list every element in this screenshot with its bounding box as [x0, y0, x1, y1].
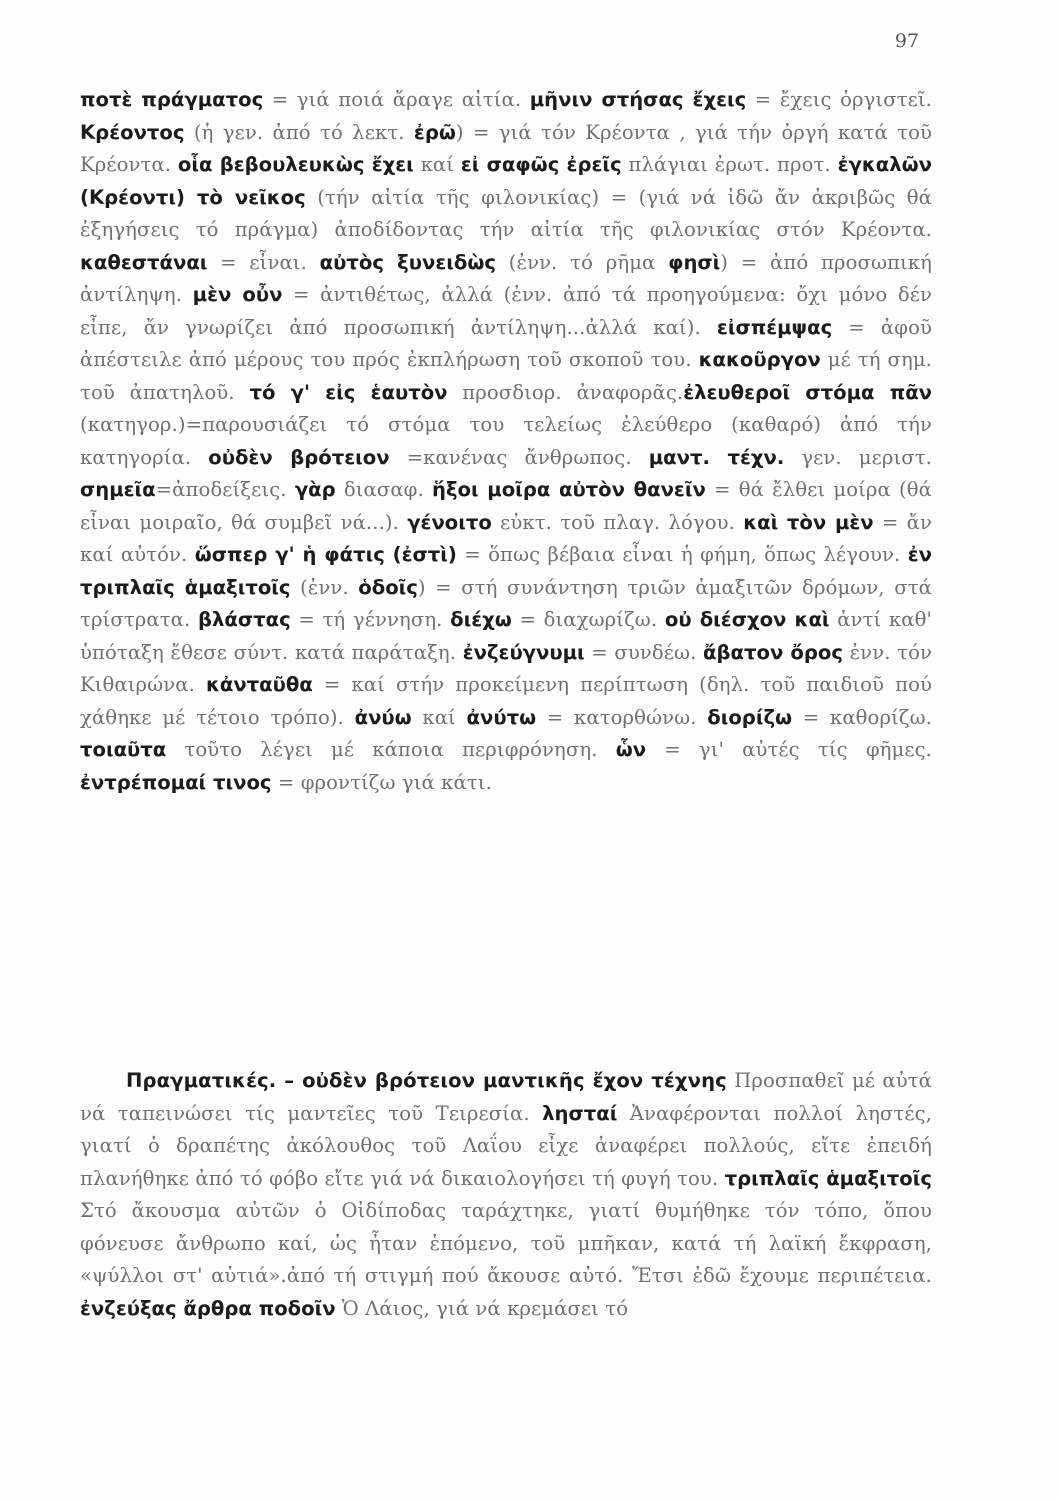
lemma: μὲν οὖν: [192, 283, 283, 306]
gloss: = ἄν καί αὐτόν.: [80, 510, 932, 566]
gloss-entry: [198, 608, 450, 631]
gloss-entry: [407, 511, 743, 534]
commentary-heading: Πραγματικές. – οὐδὲν βρότειον μαντικῆς ἔχον τέχνης: [126, 1069, 727, 1092]
lemma: οἷα βεβουλευκὼς ἔχει: [177, 153, 414, 176]
lemma: ἐνζεύγνυμι: [462, 640, 585, 664]
lemma: ἐνζεύξας ἄρθρα ποδοῖν: [80, 1296, 336, 1320]
gloss: = τή γέννηση.: [290, 608, 451, 631]
lemma: ἀνύτω: [466, 705, 537, 729]
gloss-entry: [463, 641, 703, 664]
gloss: = εἶναι.: [207, 250, 320, 274]
gloss: Ὁ Λάιος, γιά νά κρεμάσει τό: [335, 1296, 629, 1320]
gloss-entry: [195, 543, 908, 566]
gloss-entry: [80, 88, 530, 111]
gloss: (ἐνν.: [290, 575, 359, 599]
gloss-entry: [80, 771, 492, 794]
gloss: = ἔχεις ὀργιστεῖ.: [746, 88, 932, 111]
lemma: βλάστας: [197, 608, 291, 631]
glossary-paragraph: [80, 84, 932, 799]
gloss: ) = γιά τόν Κρέοντα , γιά τήν ὀργή κατά τοῦ Κρέοντα.: [80, 120, 932, 176]
gloss: διασαφ.: [335, 478, 432, 501]
gloss: = γι' αὐτές τίς φῆμες.: [646, 738, 932, 761]
gloss: (ἐνν. τό ρῆμα: [495, 250, 669, 274]
lemma: οὐ διέσχον καὶ: [664, 608, 830, 631]
lemma: τό γ' εἰς ἑαυτὸν: [249, 380, 448, 404]
gloss: (κατηγορ.)=παρουσιάζει τό στόμα του τελείως ἐλεύθερο (καθαρό) ἀπό τήν κατηγορία.: [80, 413, 932, 469]
gloss-entry: [295, 478, 432, 501]
lemma: ἐλευθεροῖ στόμα πᾶν: [683, 380, 933, 404]
lemma: κἀνταῦθα: [205, 673, 313, 696]
page-number: 97: [894, 30, 919, 52]
gloss: Ἀναφέρονται πολλοί ληστές, γιατί ὁ δραπέτης ἀκόλουθος τοῦ Λαΐου εἶχε ἀναφέρει πολλούς, εἴτε ἐπειδή πλανήθηκε ἀπό τό φόβο εἴτε γιά νά δικαιολογήσει τή φυγή του.: [80, 1101, 932, 1190]
lemma: καθεστάναι: [80, 250, 208, 274]
gloss: ἐνν. τόν Κιθαιρώνα.: [80, 640, 932, 696]
gloss-entry: [208, 446, 648, 469]
lemma: εἰ σαφῶς ἐρεῖς: [460, 153, 622, 176]
gloss-entry: [80, 251, 320, 274]
gloss-entry: [80, 478, 295, 501]
lemma: σημεῖα: [80, 478, 156, 501]
gloss: = γιά ποιά ἄραγε αἰτία.: [263, 88, 530, 111]
gloss-entry: [530, 88, 932, 111]
lemma: αὐτὸς ξυνειδὼς: [319, 250, 496, 274]
lemma: διέχω: [450, 608, 512, 631]
lemma: ἀνύω: [354, 705, 412, 729]
gloss: = καί στήν προκείμενη περίπτωση (δηλ. τοῦ παιδιοῦ πού χάθηκε μέ τέτοιο τρόπο).: [80, 673, 932, 729]
gloss-entry: [80, 121, 414, 144]
gloss-entry: [320, 251, 668, 274]
gloss: καί: [413, 153, 461, 176]
gloss-entry: [450, 608, 665, 631]
lemma: ἐν τριπλαῖς ἁμαξιτοῖς: [80, 543, 932, 599]
gloss: προσδιορ. ἀναφορᾶς.: [447, 380, 684, 404]
gloss: = φροντίζω γιά κάτι.: [271, 770, 492, 794]
lemma: οὐδὲν βρότειον: [208, 445, 390, 469]
lemma: γένοιτο: [407, 510, 492, 534]
gloss: καί: [411, 705, 467, 729]
lemma: φησὶ: [668, 250, 721, 274]
lemma: ὥσπερ γ' ἡ φάτις (ἐστὶ): [194, 543, 457, 566]
gloss: τοῦτο λέγει μέ κάποια περιφρόνηση.: [166, 738, 616, 761]
lemma: μαντ. τέχν.: [648, 445, 785, 469]
gloss-entry: [355, 706, 467, 729]
lemma: ἐντρέπομαί τινος: [80, 770, 272, 794]
gloss: ἀντί καθ' ὑπόταξη ἔθεσε σύντ. κατά παράταξη.: [80, 608, 932, 664]
commentary-paragraph: [80, 1065, 932, 1325]
lemma: εἰσπέμψας: [716, 315, 833, 339]
lemma: ποτὲ πράγματος: [80, 88, 264, 111]
gloss: εὐκτ. τοῦ πλαγ. λόγου.: [491, 510, 744, 534]
lemma: μῆνιν στήσας ἔχεις: [529, 88, 747, 111]
gloss: ) = ἀπό προσωπική ἀντίληψη.: [80, 250, 932, 306]
lemma: τριπλαῖς ἁμαξιτοῖς: [724, 1166, 932, 1190]
lemma: τοιαῦτα: [80, 738, 167, 761]
gloss-entry: [616, 738, 932, 761]
lemma: ἐγκαλῶν (Κρέοντι) τὸ νεῖκος: [80, 153, 933, 209]
gloss: = θά ἔλθει μοίρα (θά εἶναι μοιραῖο, θά συμβεῖ νά...).: [80, 478, 933, 534]
lemma: Κρέοντος: [80, 120, 185, 144]
lemma: διορίζω: [707, 705, 793, 729]
gloss: =ἀποδείξεις.: [155, 478, 295, 501]
gloss: Προσπαθεῖ μέ αὐτά νά ταπεινώσει τίς μαντεῖες τοῦ Τειρεσία.: [80, 1069, 932, 1125]
gloss: =κανένας ἄνθρωπος.: [389, 445, 649, 469]
lemma: ὁδοῖς: [358, 575, 418, 599]
lemma: ἄβατον ὄρος: [703, 640, 843, 664]
lemma: γὰρ: [294, 478, 336, 501]
gloss: Στό ἄκουσμα αὐτῶν ὁ Οἰδίποδας ταράχτηκε, γιατί θυμήθηκε τόν τόπο, ὅπου φόνευσε ἄνθρωπο καί, ὡς ἦταν ἑπόμενο, τοῦ μπῆκαν, κατά τή λαϊκή ἔκφραση, «ψύλλοι στ' αὐτιά».ἀπό τή στιγμή πού ἄκουσε αὐτό. Ἔτσι ἐδῶ ἔχουμε περιπέτεια.: [80, 1199, 932, 1287]
gloss-entry: [249, 381, 683, 404]
gloss: μέ τή σημ. τοῦ ἀπατηλοῦ.: [80, 348, 933, 404]
lemma: λησταί: [542, 1101, 618, 1125]
gloss: = ὅπως βέβαια εἶναι ἡ φήμη, ὅπως λέγουν.: [456, 543, 908, 566]
gloss: (ἡ γεν. ἀπό τό λεκτ.: [184, 120, 414, 144]
gloss: γεν. μεριστ.: [784, 445, 932, 469]
gloss: πλάγιαι ἐρωτ. προτ.: [621, 153, 838, 176]
gloss: = συνδέω.: [584, 640, 704, 664]
lemma: ἥξοι μοῖρα αὐτὸν θανεῖν: [432, 478, 706, 501]
lemma: ἐρῶ: [413, 120, 456, 144]
gloss-entry: [178, 153, 461, 176]
gloss-entry: [467, 706, 708, 729]
gloss: = ἀφοῦ ἀπέστειλε ἀπό μέρους του πρός ἐκπλήρωση τοῦ σκοποῦ του.: [80, 315, 932, 371]
gloss: ) = στή συνάντηση τριῶν ἁμαξιτῶν δρόμων, στά τρίστρατα.: [80, 575, 932, 631]
gloss-entry: [461, 153, 838, 176]
gloss: = καθορίζω.: [792, 705, 932, 729]
gloss: = κατορθώνω.: [536, 705, 708, 729]
gloss-entry: [649, 446, 932, 469]
gloss: = διαχωρίζω.: [511, 608, 665, 631]
gloss-entry: [707, 706, 932, 729]
gloss: (τήν αἰτία τῆς φιλονικίας) = (γιά νά ἰδῶ ἄν ἀκριβῶς θά ἐξηγήσεις τό πράγμα) ἀποδίδοντας τήν αἰτία τῆς φιλονικίας στόν Κρέοντα.: [80, 185, 932, 241]
lemma: καὶ τὸν μὲν: [743, 510, 874, 534]
lemma: ὧν: [615, 738, 647, 761]
gloss-entry: [80, 738, 616, 761]
lemma: κακοῦργον: [698, 348, 821, 371]
gloss: = ἀντιθέτως, ἀλλά (ἐνν. ἀπό τά προηγούμενα: ὄχι μόνο δέν εἶπε, ἄν γνωρίζει ἀπό προσωπική ἀντίληψη...ἀλλά καί).: [80, 283, 932, 339]
